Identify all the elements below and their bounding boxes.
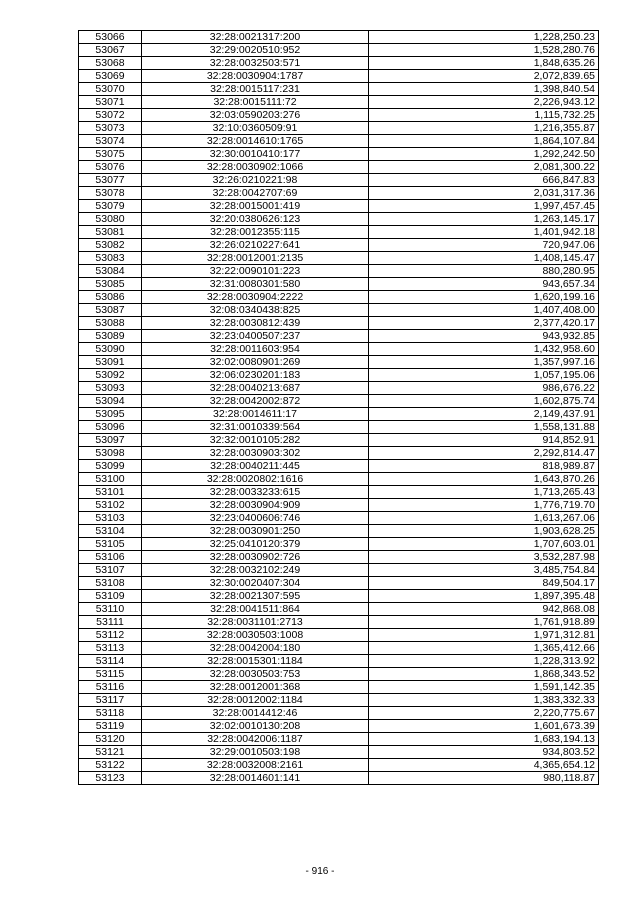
table-row [79,408,599,421]
record-id-cell: 53068 [79,57,142,70]
record-id-cell: 53100 [79,473,142,486]
cadastral-number-cell: 32:08:0340438:825 [142,304,369,317]
table-row [79,577,599,590]
cadastral-value-cell: 1,601,673.39 [369,720,599,733]
table-row [79,538,599,551]
record-id-cell: 53112 [79,629,142,642]
table-row [79,525,599,538]
table-row [79,83,599,96]
cadastral-number-cell: 32:28:0014610:1765 [142,135,369,148]
cadastral-value-cell: 2,081,300.22 [369,161,599,174]
cadastral-number-cell: 32:31:0010339:564 [142,421,369,434]
cadastral-value-cell: 943,657.34 [369,278,599,291]
cadastral-value-cell: 720,947.06 [369,239,599,252]
table-row [79,70,599,83]
cadastral-value-cell: 1,707,603.01 [369,538,599,551]
cadastral-number-cell: 32:28:0032102:249 [142,564,369,577]
cadastral-value-cell: 666,847.83 [369,174,599,187]
record-id-cell: 53089 [79,330,142,343]
cadastral-number-cell: 32:25:0410120:379 [142,538,369,551]
table-row [79,551,599,564]
cadastral-number-cell: 32:20:0380626:123 [142,213,369,226]
table-row [79,473,599,486]
cadastral-number-cell: 32:28:0030503:753 [142,668,369,681]
cadastral-number-cell: 32:28:0030902:726 [142,551,369,564]
cadastral-number-cell: 32:28:0030901:250 [142,525,369,538]
table-row [79,265,599,278]
cadastral-number-cell: 32:28:0011603:954 [142,343,369,356]
record-id-cell: 53103 [79,512,142,525]
table-row [79,356,599,369]
cadastral-number-cell: 32:03:0590203:276 [142,109,369,122]
cadastral-number-cell: 32:28:0015001:419 [142,200,369,213]
table-row [79,44,599,57]
table-row [79,460,599,473]
table-row [79,317,599,330]
record-id-cell: 53073 [79,122,142,135]
table-row [79,382,599,395]
cadastral-value-cell: 934,803.52 [369,746,599,759]
cadastral-number-cell: 32:28:0015117:231 [142,83,369,96]
cadastral-value-cell: 2,072,839.65 [369,70,599,83]
cadastral-value-cell: 3,532,287.98 [369,551,599,564]
cadastral-number-cell: 32:28:0030904:909 [142,499,369,512]
record-id-cell: 53077 [79,174,142,187]
table-row [79,31,599,44]
cadastral-number-cell: 32:28:0031101:2713 [142,616,369,629]
cadastral-value-cell: 1,432,958.60 [369,343,599,356]
cadastral-value-cell: 942,868.08 [369,603,599,616]
table-body [79,31,599,785]
cadastral-number-cell: 32:23:0400606:746 [142,512,369,525]
cadastral-value-cell: 2,377,420.17 [369,317,599,330]
cadastral-value-cell: 1,357,997.16 [369,356,599,369]
record-id-cell: 53081 [79,226,142,239]
record-id-cell: 53114 [79,655,142,668]
record-id-cell: 53078 [79,187,142,200]
record-id-cell: 53117 [79,694,142,707]
record-id-cell: 53116 [79,681,142,694]
cadastral-number-cell: 32:28:0021307:595 [142,590,369,603]
table-row [79,369,599,382]
cadastral-number-cell: 32:26:0210221:98 [142,174,369,187]
cadastral-number-cell: 32:29:0020510:952 [142,44,369,57]
cadastral-value-cell: 1,613,267.06 [369,512,599,525]
cadastral-number-cell: 32:28:0040211:445 [142,460,369,473]
record-id-cell: 53119 [79,720,142,733]
record-id-cell: 53098 [79,447,142,460]
cadastral-value-cell: 2,292,814.47 [369,447,599,460]
cadastral-number-cell: 32:30:0020407:304 [142,577,369,590]
cadastral-number-cell: 32:28:0021317:200 [142,31,369,44]
cadastral-number-cell: 32:28:0032008:2161 [142,759,369,772]
table-row [79,655,599,668]
record-id-cell: 53091 [79,356,142,369]
cadastral-number-cell: 32:28:0012001:2135 [142,252,369,265]
cadastral-value-cell: 943,932.85 [369,330,599,343]
cadastral-value-cell: 4,365,654.12 [369,759,599,772]
table-row [79,746,599,759]
table-row [79,291,599,304]
cadastral-value-cell: 1,776,719.70 [369,499,599,512]
cadastral-value-cell: 986,676.22 [369,382,599,395]
cadastral-value-cell: 849,504.17 [369,577,599,590]
cadastral-number-cell: 32:28:0030812:439 [142,317,369,330]
record-id-cell: 53085 [79,278,142,291]
record-id-cell: 53107 [79,564,142,577]
record-id-cell: 53094 [79,395,142,408]
cadastral-value-cell: 880,280.95 [369,265,599,278]
cadastral-value-cell: 2,149,437.91 [369,408,599,421]
table-row [79,252,599,265]
record-id-cell: 53072 [79,109,142,122]
cadastral-number-cell: 32:28:0042707:69 [142,187,369,200]
record-id-cell: 53111 [79,616,142,629]
cadastral-number-cell: 32:28:0042002:872 [142,395,369,408]
cadastral-value-cell: 1,761,918.89 [369,616,599,629]
record-id-cell: 53074 [79,135,142,148]
table-row [79,135,599,148]
record-id-cell: 53118 [79,707,142,720]
record-id-cell: 53120 [79,733,142,746]
table-row [79,174,599,187]
cadastral-value-cell: 1,528,280.76 [369,44,599,57]
record-id-cell: 53092 [79,369,142,382]
record-id-cell: 53087 [79,304,142,317]
record-id-cell: 53108 [79,577,142,590]
cadastral-number-cell: 32:10:0360509:91 [142,122,369,135]
table-row [79,486,599,499]
cadastral-number-cell: 32:28:0041511:864 [142,603,369,616]
record-id-cell: 53121 [79,746,142,759]
table-row [79,187,599,200]
cadastral-value-cell: 1,365,412.66 [369,642,599,655]
table-row [79,720,599,733]
cadastral-value-cell: 980,118.87 [369,772,599,785]
cadastral-number-cell: 32:28:0014611:17 [142,408,369,421]
cadastral-number-cell: 32:28:0012001:368 [142,681,369,694]
record-id-cell: 53086 [79,291,142,304]
cadastral-value-cell: 2,031,317.36 [369,187,599,200]
table-row [79,707,599,720]
cadastral-value-cell: 1,398,840.54 [369,83,599,96]
cadastral-number-cell: 32:28:0012355:115 [142,226,369,239]
table-row [79,603,599,616]
record-id-cell: 53071 [79,96,142,109]
record-id-cell: 53079 [79,200,142,213]
record-id-cell: 53076 [79,161,142,174]
table-row [79,733,599,746]
record-id-cell: 53097 [79,434,142,447]
table-row [79,759,599,772]
cadastral-number-cell: 32:06:0230201:183 [142,369,369,382]
table-row [79,616,599,629]
table-row [79,57,599,70]
table-row [79,434,599,447]
cadastral-number-cell: 32:28:0042006:1187 [142,733,369,746]
cadastral-value-cell: 1,292,242.50 [369,148,599,161]
table-row [79,447,599,460]
table-row [79,629,599,642]
cadastral-number-cell: 32:28:0014601:141 [142,772,369,785]
cadastral-value-cell: 1,868,343.52 [369,668,599,681]
record-id-cell: 53095 [79,408,142,421]
record-id-cell: 53101 [79,486,142,499]
record-id-cell: 53083 [79,252,142,265]
record-id-cell: 53099 [79,460,142,473]
page-number: - 916 - [305,866,335,877]
cadastral-number-cell: 32:28:0030904:2222 [142,291,369,304]
cadastral-value-cell: 1,903,628.25 [369,525,599,538]
cadastral-number-cell: 32:30:0010410:177 [142,148,369,161]
cadastral-number-cell: 32:31:0080301:580 [142,278,369,291]
cadastral-number-cell: 32:26:0210227:641 [142,239,369,252]
cadastral-number-cell: 32:28:0014412:46 [142,707,369,720]
cadastral-number-cell: 32:28:0015301:1184 [142,655,369,668]
cadastral-value-cell: 2,220,775.67 [369,707,599,720]
cadastral-value-cell: 1,228,313.92 [369,655,599,668]
table-row [79,161,599,174]
table-row [79,681,599,694]
table-row [79,96,599,109]
table-row [79,668,599,681]
cadastral-value-cell: 1,602,875.74 [369,395,599,408]
record-id-cell: 53080 [79,213,142,226]
cadastral-value-cell: 3,485,754.84 [369,564,599,577]
cadastral-value-cell: 1,643,870.26 [369,473,599,486]
record-id-cell: 53067 [79,44,142,57]
cadastral-value-cell: 1,591,142.35 [369,681,599,694]
cadastral-number-cell: 32:28:0030904:1787 [142,70,369,83]
record-id-cell: 53066 [79,31,142,44]
table-row [79,109,599,122]
record-id-cell: 53096 [79,421,142,434]
cadastral-number-cell: 32:28:0030902:1066 [142,161,369,174]
table-row [79,226,599,239]
cadastral-value-cell: 1,864,107.84 [369,135,599,148]
cadastral-value-cell: 1,971,312.81 [369,629,599,642]
cadastral-number-cell: 32:28:0033233:615 [142,486,369,499]
table-row [79,148,599,161]
table-row [79,772,599,785]
cadastral-value-cell: 1,620,199.16 [369,291,599,304]
cadastral-number-cell: 32:02:0010130:208 [142,720,369,733]
cadastral-value-cell: 1,997,457.45 [369,200,599,213]
cadastral-value-cell: 1,897,395.48 [369,590,599,603]
cadastral-number-cell: 32:28:0042004:180 [142,642,369,655]
record-id-cell: 53110 [79,603,142,616]
cadastral-value-cell: 1,407,408.00 [369,304,599,317]
table-row [79,694,599,707]
record-id-cell: 53088 [79,317,142,330]
cadastral-value-cell: 1,383,332.33 [369,694,599,707]
cadastral-value-cell: 1,115,732.25 [369,109,599,122]
cadastral-value-cell: 1,057,195.06 [369,369,599,382]
record-id-cell: 53113 [79,642,142,655]
cadastral-value-cell: 1,713,265.43 [369,486,599,499]
cadastral-value-cell: 1,401,942.18 [369,226,599,239]
cadastral-number-cell: 32:22:0090101:223 [142,265,369,278]
record-id-cell: 53090 [79,343,142,356]
record-id-cell: 53093 [79,382,142,395]
record-id-cell: 53109 [79,590,142,603]
record-id-cell: 53084 [79,265,142,278]
cadastral-value-cell: 1,216,355.87 [369,122,599,135]
cadastral-value-cell: 818,989.87 [369,460,599,473]
record-id-cell: 53105 [79,538,142,551]
table-row [79,642,599,655]
record-id-cell: 53122 [79,759,142,772]
table-row [79,304,599,317]
table-row [79,395,599,408]
table-row [79,564,599,577]
cadastral-number-cell: 32:23:0400507:237 [142,330,369,343]
cadastral-value-cell: 1,228,250.23 [369,31,599,44]
record-id-cell: 53104 [79,525,142,538]
cadastral-value-cell: 1,408,145.47 [369,252,599,265]
cadastral-number-cell: 32:29:0010503:198 [142,746,369,759]
cadastral-number-cell: 32:28:0012002:1184 [142,694,369,707]
record-id-cell: 53070 [79,83,142,96]
record-id-cell: 53123 [79,772,142,785]
cadastral-number-cell: 32:28:0032503:571 [142,57,369,70]
table-row [79,330,599,343]
cadastral-number-cell: 32:02:0080901:269 [142,356,369,369]
cadastral-number-cell: 32:28:0020802:1616 [142,473,369,486]
table-row [79,239,599,252]
table-row [79,343,599,356]
cadastral-value-cell: 1,558,131.88 [369,421,599,434]
table-row [79,499,599,512]
table-row [79,278,599,291]
cadastral-number-cell: 32:28:0030903:302 [142,447,369,460]
record-id-cell: 53069 [79,70,142,83]
cadastral-value-cell: 914,852.91 [369,434,599,447]
table-row [79,213,599,226]
cadastral-number-cell: 32:28:0040213:687 [142,382,369,395]
cadastral-value-cell: 2,226,943.12 [369,96,599,109]
cadastral-value-cell: 1,683,194.13 [369,733,599,746]
table-row [79,512,599,525]
record-id-cell: 53106 [79,551,142,564]
table-row [79,590,599,603]
record-id-cell: 53115 [79,668,142,681]
record-id-cell: 53102 [79,499,142,512]
cadastral-value-cell: 1,263,145.17 [369,213,599,226]
cadastral-number-cell: 32:28:0030503:1008 [142,629,369,642]
table-row [79,421,599,434]
record-id-cell: 53082 [79,239,142,252]
cadastral-number-cell: 32:28:0015111:72 [142,96,369,109]
cadastral-value-cell: 1,848,635.26 [369,57,599,70]
table-row [79,122,599,135]
cadastral-values-table [78,30,599,785]
table-row [79,200,599,213]
cadastral-number-cell: 32:32:0010105:282 [142,434,369,447]
record-id-cell: 53075 [79,148,142,161]
